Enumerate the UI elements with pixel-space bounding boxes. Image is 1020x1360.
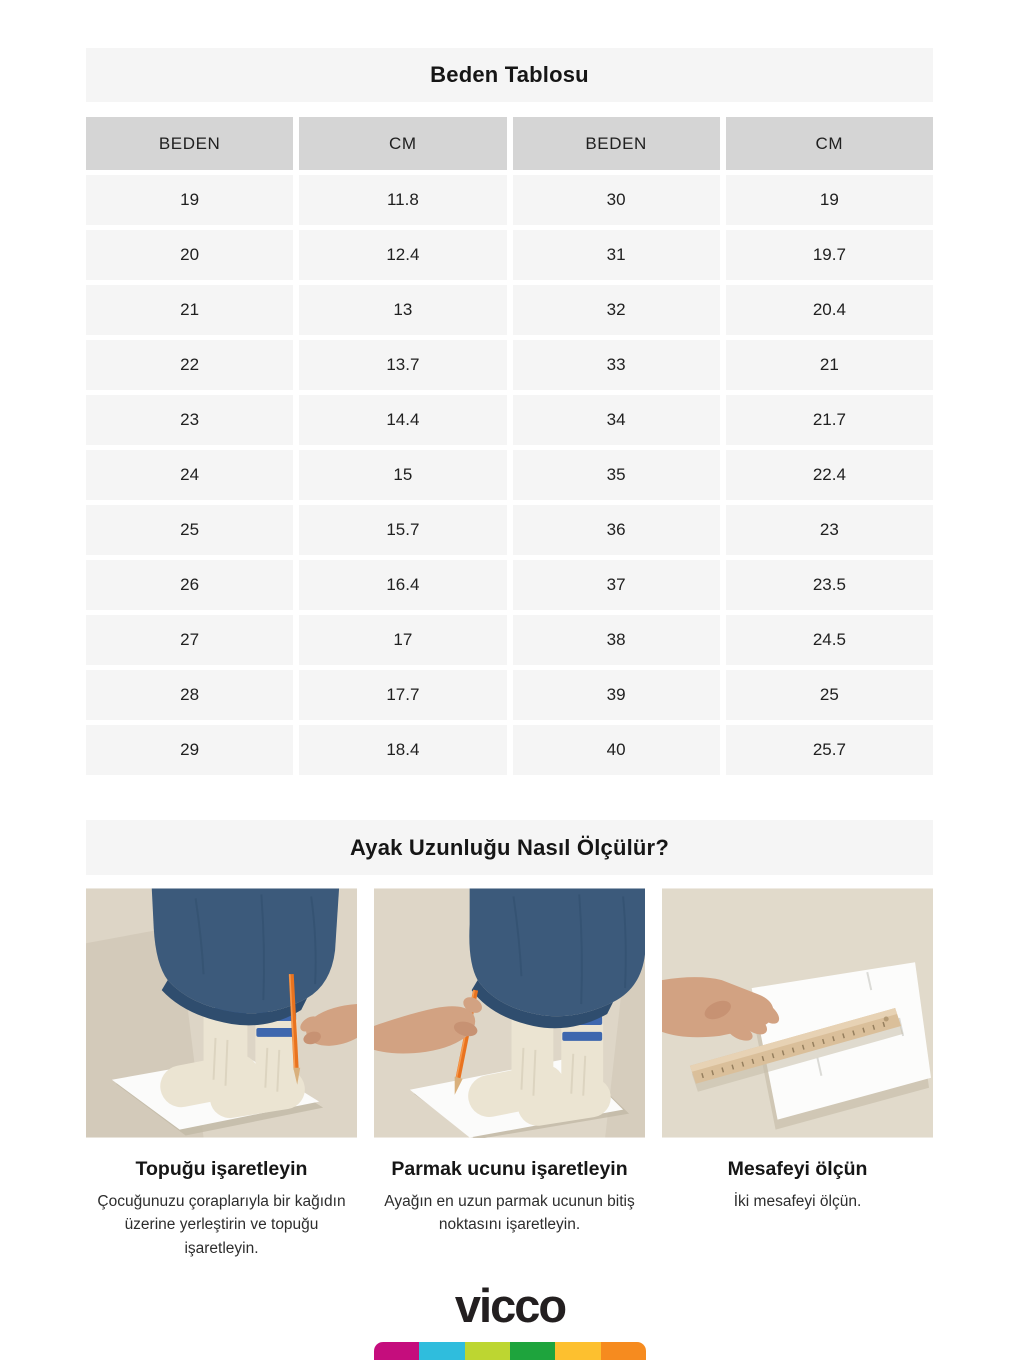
brand-bar-segment — [601, 1342, 646, 1360]
step-description: Çocuğunuzu çoraplarıyla bir kağıdın üzerine yerleştirin ve topuğu işaretleyin. — [97, 1193, 346, 1257]
size-cell: 20 — [86, 230, 293, 280]
column-header-beden-left: BEDEN — [86, 117, 293, 170]
column-header-cm-right: CM — [726, 117, 933, 170]
size-cell: 32 — [513, 285, 720, 335]
brand-bar-segment — [419, 1342, 464, 1360]
size-cell: 25 — [86, 505, 293, 555]
size-cell: 21 — [86, 285, 293, 335]
size-cell: 23 — [86, 395, 293, 445]
size-cell: 19.7 — [726, 230, 933, 280]
size-cell: 15 — [299, 450, 506, 500]
step-description: İki mesafeyi ölçün. — [733, 1193, 862, 1210]
size-cell: 31 — [513, 230, 720, 280]
step-caption — [86, 1158, 357, 1260]
size-cell: 17 — [299, 615, 506, 665]
size-cell: 23 — [726, 505, 933, 555]
how-to-title-bar — [86, 820, 933, 875]
size-cell: 34 — [513, 395, 720, 445]
page-title: Beden Tablosu — [430, 62, 589, 87]
brand-bar-segment — [555, 1342, 600, 1360]
column-header-beden-right: BEDEN — [513, 117, 720, 170]
size-cell: 40 — [513, 725, 720, 775]
step-title: Topuğu işaretleyin — [135, 1158, 308, 1180]
content-area — [86, 0, 933, 1260]
size-cell: 25 — [726, 670, 933, 720]
size-cell: 24.5 — [726, 615, 933, 665]
ruler-measuring-photo — [662, 888, 933, 1138]
size-cell: 35 — [513, 450, 720, 500]
size-cell: 28 — [86, 670, 293, 720]
step-caption — [662, 1158, 933, 1213]
size-cell: 15.7 — [299, 505, 506, 555]
size-cell: 39 — [513, 670, 720, 720]
column-header-cm-left: CM — [299, 117, 506, 170]
size-cell: 21 — [726, 340, 933, 390]
size-cell: 13 — [299, 285, 506, 335]
size-cell: 22 — [86, 340, 293, 390]
size-cell: 21.7 — [726, 395, 933, 445]
step-card-measure — [662, 888, 933, 1260]
size-cell: 23.5 — [726, 560, 933, 610]
size-cell: 38 — [513, 615, 720, 665]
step-card-heel — [86, 888, 357, 1260]
size-cell: 12.4 — [299, 230, 506, 280]
step-caption — [374, 1158, 645, 1237]
size-cell: 19 — [86, 175, 293, 225]
size-cell: 18.4 — [299, 725, 506, 775]
size-table — [86, 117, 933, 775]
how-to-steps — [86, 888, 933, 1260]
size-cell: 11.8 — [299, 175, 506, 225]
heel-marking-photo — [86, 888, 357, 1138]
size-cell: 14.4 — [299, 395, 506, 445]
size-cell: 17.7 — [299, 670, 506, 720]
brand-bar-segment — [374, 1342, 419, 1360]
brand-logo: vicco — [454, 1279, 566, 1332]
size-cell: 13.7 — [299, 340, 506, 390]
size-cell: 16.4 — [299, 560, 506, 610]
step-title: Parmak ucunu işaretleyin — [391, 1158, 628, 1180]
how-to-title: Ayak Uzunluğu Nasıl Ölçülür? — [350, 834, 669, 860]
step-title: Mesafeyi ölçün — [727, 1158, 868, 1180]
size-cell: 30 — [513, 175, 720, 225]
brand-bar-segment — [510, 1342, 555, 1360]
step-card-toe — [374, 888, 645, 1260]
size-cell: 27 — [86, 615, 293, 665]
size-cell: 25.7 — [726, 725, 933, 775]
size-table-title-bar — [86, 48, 933, 102]
size-cell: 19 — [726, 175, 933, 225]
size-cell: 37 — [513, 560, 720, 610]
size-cell: 26 — [86, 560, 293, 610]
step-description: Ayağın en uzun parmak ucunun bitiş noktasını işaretleyin. — [384, 1193, 635, 1234]
size-cell: 36 — [513, 505, 720, 555]
size-cell: 22.4 — [726, 450, 933, 500]
size-cell: 24 — [86, 450, 293, 500]
size-cell: 33 — [513, 340, 720, 390]
brand-bar-segment — [465, 1342, 510, 1360]
size-cell: 20.4 — [726, 285, 933, 335]
size-cell: 29 — [86, 725, 293, 775]
brand-color-bar — [374, 1342, 646, 1360]
toe-marking-photo — [374, 888, 645, 1138]
